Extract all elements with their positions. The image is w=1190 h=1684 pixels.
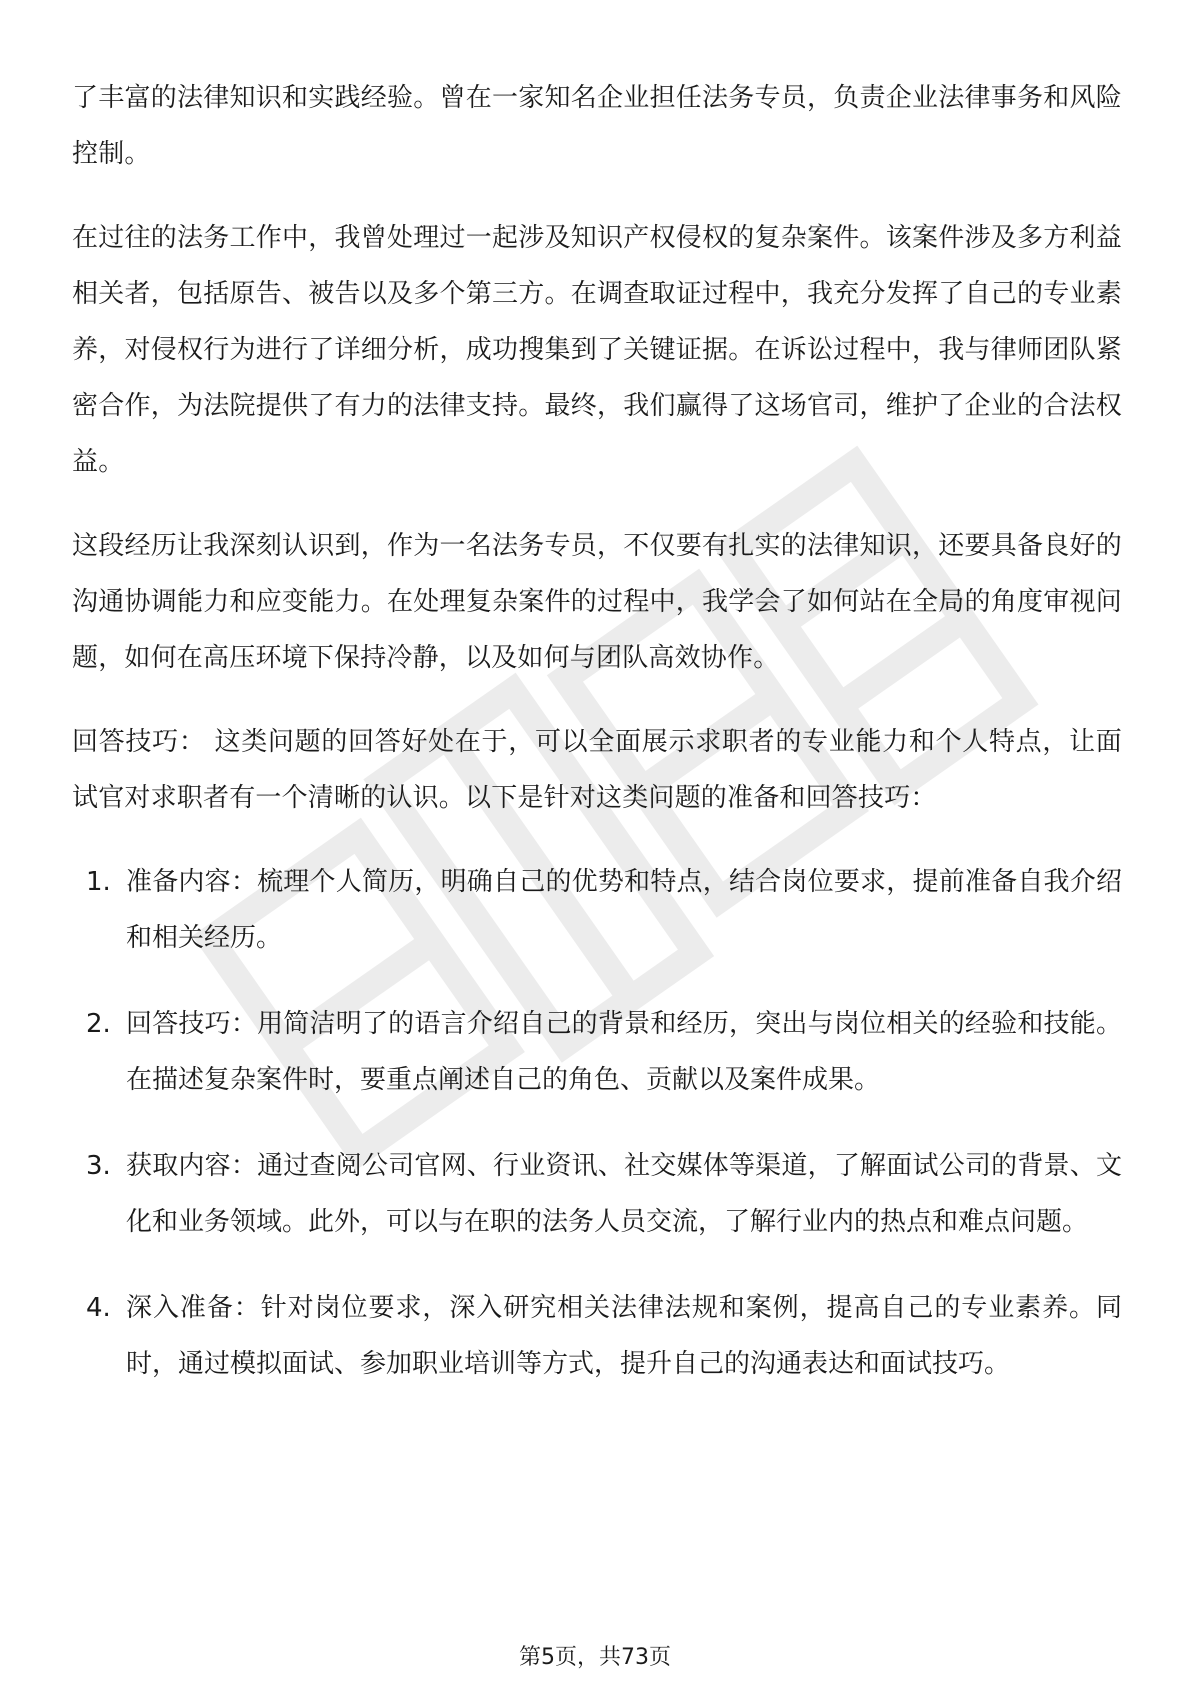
list-item-text: 准备内容：梳理个人简历，明确自己的优势和特点，结合岗位要求，提前准备自我介绍和相关经历。 — [126, 867, 1122, 953]
list-item — [72, 854, 1122, 966]
tips-list — [72, 854, 1122, 1392]
list-item — [72, 1138, 1122, 1250]
list-item-number: 1. — [86, 867, 111, 897]
document-body — [72, 70, 1122, 1422]
list-item-text: 获取内容：通过查阅公司官网、行业资讯、社交媒体等渠道，了解面试公司的背景、文化和业务领域。此外，可以与在职的法务人员交流，了解行业内的热点和难点问题。 — [126, 1151, 1122, 1237]
list-item-number: 4. — [86, 1293, 111, 1323]
list-item-text: 回答技巧：用简洁明了的语言介绍自己的背景和经历，突出与岗位相关的经验和技能。在描述复杂案件时，要重点阐述自己的角色、贡献以及案件成果。 — [126, 1009, 1122, 1095]
list-item-number: 2. — [86, 1009, 111, 1039]
paragraph-3: 这段经历让我深刻认识到，作为一名法务专员，不仅要有扎实的法律知识，还要具备良好的沟通协调能力和应变能力。在处理复杂案件的过程中，我学会了如何站在全局的角度审视问题，如何在高压环境下保持冷静，以及如何与团队高效协作。 — [72, 531, 1122, 673]
list-item — [72, 1280, 1122, 1392]
list-item — [72, 996, 1122, 1108]
paragraph-2: 在过往的法务工作中，我曾处理过一起涉及知识产权侵权的复杂案件。该案件涉及多方利益相关者，包括原告、被告以及多个第三方。在调查取证过程中，我充分发挥了自己的专业素养，对侵权行为进行了详细分析，成功搜集到了关键证据。在诉讼过程中，我与律师团队紧密合作，为法院提供了有力的法律支持。最终，我们赢得了这场官司，维护了企业的合法权益。 — [72, 223, 1122, 477]
list-item-number: 3. — [86, 1151, 111, 1181]
page-footer: 第5页，共73页 — [519, 1645, 671, 1670]
paragraph-1: 了丰富的法律知识和实践经验。曾在一家知名企业担任法务专员，负责企业法律事务和风险控制。 — [72, 83, 1122, 169]
list-item-text: 深入准备：针对岗位要求，深入研究相关法律法规和案例，提高自己的专业素养。同时，通过模拟面试、参加职业培训等方式，提升自己的沟通表达和面试技巧。 — [126, 1293, 1122, 1379]
paragraph-answer-tips: 回答技巧： 这类问题的回答好处在于，可以全面展示求职者的专业能力和个人特点，让面试官对求职者有一个清晰的认识。以下是针对这类问题的准备和回答技巧： — [72, 727, 1123, 813]
